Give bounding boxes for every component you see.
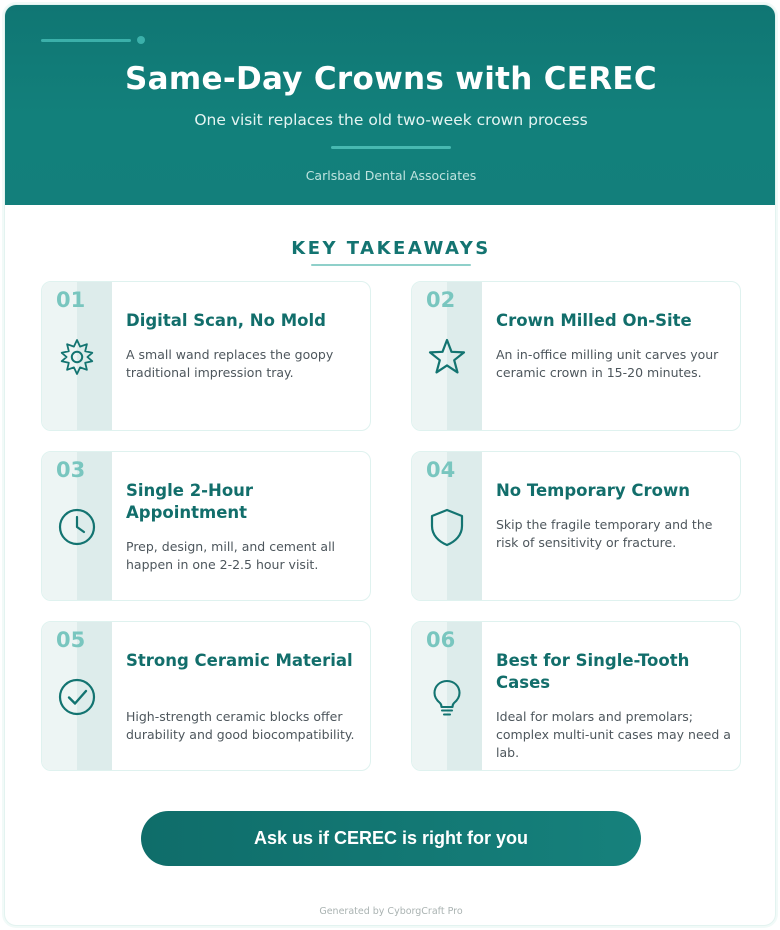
section-title: KEY TAKEAWAYS [291, 238, 491, 259]
footer-credit: Generated by CyborgCraft Pro [319, 906, 463, 917]
header-decoration-dot [137, 36, 145, 44]
takeaway-card-3 [41, 451, 371, 601]
card-title: Single 2-Hour Appointment [126, 481, 254, 522]
header-banner [5, 5, 776, 205]
card-number: 06 [426, 628, 456, 652]
card-number: 05 [56, 628, 86, 652]
card-number: 03 [56, 458, 86, 482]
card-description: An in-office milling unit carves your ceramic crown in 15-20 minutes. [496, 347, 719, 380]
check-circle-icon [56, 676, 98, 718]
cta-button[interactable]: Ask us if CEREC is right for you [141, 811, 641, 866]
section-underline [311, 264, 471, 266]
page-subtitle: One visit replaces the old two-week crown process [194, 111, 588, 129]
organization-name: Carlsbad Dental Associates [305, 168, 477, 183]
card-number: 02 [426, 288, 456, 312]
card-description: Prep, design, mill, and cement all happen in one 2-2.5 hour visit. [126, 539, 336, 572]
clock-icon [56, 506, 98, 548]
sun-gear-icon [56, 336, 98, 378]
star-icon [426, 336, 468, 378]
card-description: A small wand replaces the goopy traditional impression tray. [126, 347, 334, 380]
card-title: Crown Milled On-Site [496, 311, 692, 330]
takeaway-card-2 [411, 281, 741, 431]
card-description: Skip the fragile temporary and the risk of sensitivity or fracture. [496, 517, 713, 550]
infographic-card [4, 4, 776, 926]
takeaway-card-6 [411, 621, 741, 771]
card-number: 04 [426, 458, 456, 482]
header-decoration-line [41, 39, 131, 42]
card-title: No Temporary Crown [496, 481, 690, 500]
card-description: High-strength ceramic blocks offer durability and good biocompatibility. [126, 709, 355, 742]
card-title: Strong Ceramic Material [126, 651, 353, 670]
takeaway-card-5 [41, 621, 371, 771]
lightbulb-icon [426, 676, 468, 718]
card-description: Ideal for molars and premolars; complex multi-unit cases may need a lab. [496, 709, 731, 760]
shield-icon [426, 506, 468, 548]
page-title: Same-Day Crowns with CEREC [125, 61, 657, 97]
header-divider [331, 146, 451, 149]
card-number: 01 [56, 288, 86, 312]
takeaway-card-1 [41, 281, 371, 431]
takeaway-card-4 [411, 451, 741, 601]
card-title: Digital Scan, No Mold [126, 311, 326, 330]
card-title: Best for Single-Tooth Cases [496, 651, 690, 692]
